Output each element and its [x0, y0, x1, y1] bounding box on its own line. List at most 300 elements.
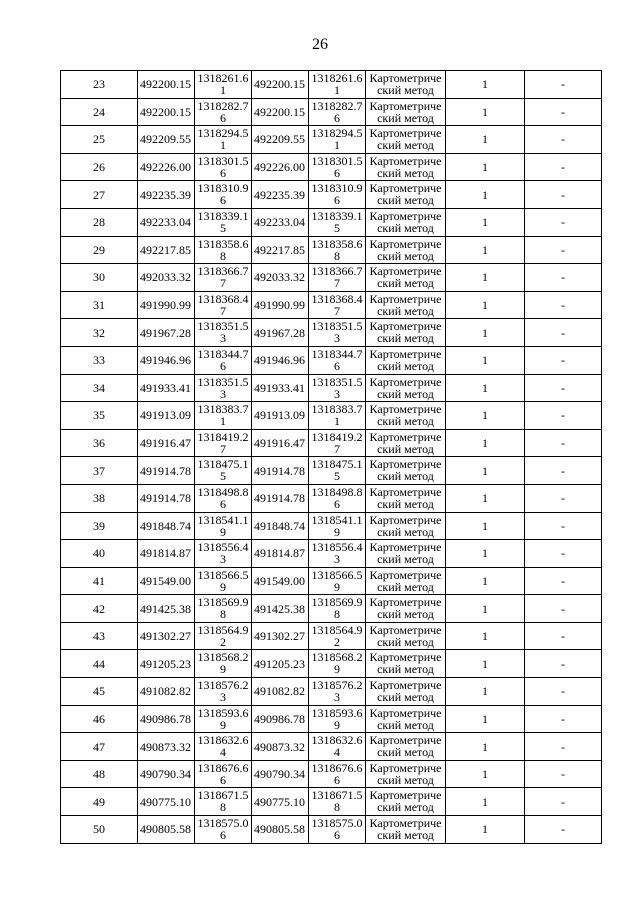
x-coordinate-cell: 491549.00 — [252, 567, 309, 595]
method-cell — [366, 622, 446, 650]
method-text-line: Картометриче — [369, 319, 442, 334]
y-coordinate-cell: 1318351.53 — [309, 374, 366, 402]
x-coordinate-cell: 491933.41 — [252, 374, 309, 402]
x-coordinate-cell: 491933.41 — [138, 374, 195, 402]
accuracy-cell: 1 — [446, 374, 525, 402]
accuracy-cell: 1 — [446, 236, 525, 264]
method-cell — [366, 457, 446, 485]
x-coordinate-cell: 490775.10 — [252, 788, 309, 816]
note-cell: - — [525, 126, 602, 154]
accuracy-cell: 1 — [446, 540, 525, 568]
x-coordinate-cell: 492209.55 — [138, 126, 195, 154]
method-text-line: ский метод — [377, 331, 434, 346]
y-coordinate-cell: 1318261.61 — [309, 71, 366, 99]
y-coordinate-cell: 1318564.92 — [309, 622, 366, 650]
x-coordinate-cell: 491914.78 — [138, 484, 195, 512]
point-number-cell: 35 — [61, 402, 138, 430]
method-text-line: Картометриче — [369, 402, 442, 417]
point-number-cell: 41 — [61, 567, 138, 595]
y-coordinate-cell: 1318344.76 — [309, 346, 366, 374]
table-row — [61, 705, 602, 733]
accuracy-cell: 1 — [446, 678, 525, 706]
y-coordinate-cell: 1318368.47 — [195, 291, 252, 319]
y-coordinate-cell: 1318593.69 — [195, 705, 252, 733]
table-row — [61, 650, 602, 678]
table-row — [61, 181, 602, 209]
point-number-cell: 30 — [61, 264, 138, 292]
method-text-line: Картометриче — [369, 512, 442, 527]
table-row — [61, 816, 602, 844]
accuracy-cell: 1 — [446, 567, 525, 595]
x-coordinate-cell: 491946.96 — [252, 346, 309, 374]
accuracy-cell: 1 — [446, 788, 525, 816]
note-cell: - — [525, 733, 602, 761]
note-cell: - — [525, 540, 602, 568]
table-row — [61, 788, 602, 816]
accuracy-cell: 1 — [446, 153, 525, 181]
note-cell: - — [525, 71, 602, 99]
table-row — [61, 208, 602, 236]
method-text-line: Картометриче — [369, 816, 442, 831]
x-coordinate-cell: 491967.28 — [252, 319, 309, 347]
table-row — [61, 733, 602, 761]
method-text-line: Картометриче — [369, 236, 442, 251]
y-coordinate-cell: 1318569.98 — [309, 595, 366, 623]
method-text-line: Картометриче — [369, 705, 442, 720]
accuracy-cell: 1 — [446, 181, 525, 209]
method-cell — [366, 319, 446, 347]
y-coordinate-cell: 1318419.27 — [195, 429, 252, 457]
point-number-cell: 50 — [61, 816, 138, 844]
accuracy-cell: 1 — [446, 512, 525, 540]
y-coordinate-cell: 1318671.58 — [309, 788, 366, 816]
y-coordinate-cell: 1318498.86 — [195, 484, 252, 512]
table-row — [61, 291, 602, 319]
x-coordinate-cell: 491082.82 — [138, 678, 195, 706]
x-coordinate-cell: 492226.00 — [138, 153, 195, 181]
method-text-line: Картометриче — [369, 595, 442, 610]
method-text-line: Картометриче — [369, 484, 442, 499]
method-cell — [366, 98, 446, 126]
method-text-line: ский метод — [377, 165, 434, 180]
method-text-line: Картометриче — [369, 208, 442, 223]
note-cell: - — [525, 484, 602, 512]
method-cell — [366, 705, 446, 733]
y-coordinate-cell: 1318366.77 — [195, 264, 252, 292]
y-coordinate-cell: 1318575.06 — [309, 816, 366, 844]
method-cell — [366, 816, 446, 844]
method-text-line: ский метод — [377, 772, 434, 787]
y-coordinate-cell: 1318358.68 — [309, 236, 366, 264]
method-text-line: ский метод — [377, 110, 434, 125]
method-text-line: ский метод — [377, 800, 434, 815]
y-coordinate-cell: 1318261.61 — [195, 71, 252, 99]
y-coordinate-cell: 1318576.23 — [309, 678, 366, 706]
x-coordinate-cell: 492200.15 — [138, 98, 195, 126]
method-text-line: ский метод — [377, 634, 434, 649]
note-cell: - — [525, 181, 602, 209]
x-coordinate-cell: 492200.15 — [252, 98, 309, 126]
method-text-line: ский метод — [377, 193, 434, 208]
point-number-cell: 49 — [61, 788, 138, 816]
table-row — [61, 402, 602, 430]
x-coordinate-cell: 491302.27 — [138, 622, 195, 650]
method-text-line: ский метод — [377, 83, 434, 97]
x-coordinate-cell: 491946.96 — [138, 346, 195, 374]
method-text-line: Картометриче — [369, 346, 442, 361]
y-coordinate-cell: 1318556.43 — [195, 540, 252, 568]
y-coordinate-cell: 1318569.98 — [195, 595, 252, 623]
note-cell: - — [525, 374, 602, 402]
x-coordinate-cell: 490986.78 — [252, 705, 309, 733]
x-coordinate-cell: 491967.28 — [138, 319, 195, 347]
note-cell: - — [525, 760, 602, 788]
method-text-line: Картометриче — [369, 457, 442, 472]
y-coordinate-cell: 1318351.53 — [195, 319, 252, 347]
x-coordinate-cell: 491990.99 — [252, 291, 309, 319]
note-cell: - — [525, 402, 602, 430]
method-cell — [366, 567, 446, 595]
method-text-line: Картометриче — [369, 291, 442, 306]
note-cell: - — [525, 236, 602, 264]
method-text-line: ский метод — [377, 276, 434, 291]
x-coordinate-cell: 492235.39 — [252, 181, 309, 209]
method-text-line: Картометриче — [369, 264, 442, 279]
y-coordinate-cell: 1318282.76 — [309, 98, 366, 126]
x-coordinate-cell: 491425.38 — [252, 595, 309, 623]
point-number-cell: 23 — [61, 71, 138, 99]
note-cell: - — [525, 98, 602, 126]
method-cell — [366, 402, 446, 430]
x-coordinate-cell: 492200.15 — [138, 71, 195, 99]
x-coordinate-cell: 492235.39 — [138, 181, 195, 209]
x-coordinate-cell: 491814.87 — [252, 540, 309, 568]
accuracy-cell: 1 — [446, 760, 525, 788]
x-coordinate-cell: 490873.32 — [138, 733, 195, 761]
method-cell — [366, 733, 446, 761]
x-coordinate-cell: 492033.32 — [138, 264, 195, 292]
method-text-line: ский метод — [377, 220, 434, 235]
note-cell: - — [525, 650, 602, 678]
method-text-line: ский метод — [377, 303, 434, 318]
method-text-line: Картометриче — [369, 98, 442, 113]
method-text-line: ский метод — [377, 441, 434, 456]
y-coordinate-cell: 1318576.23 — [195, 678, 252, 706]
method-cell — [366, 512, 446, 540]
note-cell: - — [525, 816, 602, 844]
accuracy-cell: 1 — [446, 595, 525, 623]
y-coordinate-cell: 1318568.29 — [309, 650, 366, 678]
table-row — [61, 346, 602, 374]
y-coordinate-cell: 1318566.59 — [195, 567, 252, 595]
method-cell — [366, 678, 446, 706]
x-coordinate-cell: 491549.00 — [138, 567, 195, 595]
table-row — [61, 429, 602, 457]
y-coordinate-cell: 1318475.15 — [309, 457, 366, 485]
method-text-line: ский метод — [377, 358, 434, 373]
y-coordinate-cell: 1318575.06 — [195, 816, 252, 844]
x-coordinate-cell: 492217.85 — [138, 236, 195, 264]
point-number-cell: 31 — [61, 291, 138, 319]
method-text-line: ский метод — [377, 469, 434, 484]
y-coordinate-cell: 1318366.77 — [309, 264, 366, 292]
method-text-line: ский метод — [377, 138, 434, 153]
method-text-line: Картометриче — [369, 733, 442, 748]
x-coordinate-cell: 490805.58 — [252, 816, 309, 844]
y-coordinate-cell: 1318593.69 — [309, 705, 366, 733]
point-number-cell: 43 — [61, 622, 138, 650]
method-cell — [366, 346, 446, 374]
method-text-line: Картометриче — [369, 678, 442, 693]
y-coordinate-cell: 1318566.59 — [309, 567, 366, 595]
accuracy-cell: 1 — [446, 429, 525, 457]
x-coordinate-cell: 491916.47 — [138, 429, 195, 457]
method-text-line: ский метод — [377, 414, 434, 429]
note-cell: - — [525, 512, 602, 540]
method-cell — [366, 264, 446, 292]
point-number-cell: 34 — [61, 374, 138, 402]
x-coordinate-cell: 491205.23 — [252, 650, 309, 678]
note-cell: - — [525, 264, 602, 292]
accuracy-cell: 1 — [446, 208, 525, 236]
method-text-line: Картометриче — [369, 71, 442, 85]
method-text-line: Картометриче — [369, 567, 442, 582]
method-text-line: ский метод — [377, 579, 434, 594]
method-cell — [366, 181, 446, 209]
y-coordinate-cell: 1318282.76 — [195, 98, 252, 126]
point-number-cell: 46 — [61, 705, 138, 733]
method-cell — [366, 595, 446, 623]
point-number-cell: 39 — [61, 512, 138, 540]
page-number: 26 — [312, 36, 328, 53]
y-coordinate-cell: 1318383.71 — [195, 402, 252, 430]
coordinates-table — [60, 70, 602, 844]
y-coordinate-cell: 1318351.53 — [309, 319, 366, 347]
x-coordinate-cell: 490873.32 — [252, 733, 309, 761]
y-coordinate-cell: 1318368.47 — [309, 291, 366, 319]
accuracy-cell: 1 — [446, 816, 525, 844]
table-row — [61, 98, 602, 126]
y-coordinate-cell: 1318676.66 — [195, 760, 252, 788]
x-coordinate-cell: 491916.47 — [252, 429, 309, 457]
y-coordinate-cell: 1318564.92 — [195, 622, 252, 650]
y-coordinate-cell: 1318344.76 — [195, 346, 252, 374]
method-text-line: ский метод — [377, 552, 434, 567]
x-coordinate-cell: 490790.34 — [252, 760, 309, 788]
y-coordinate-cell: 1318676.66 — [309, 760, 366, 788]
x-coordinate-cell: 491814.87 — [138, 540, 195, 568]
x-coordinate-cell: 490986.78 — [138, 705, 195, 733]
accuracy-cell: 1 — [446, 457, 525, 485]
point-number-cell: 37 — [61, 457, 138, 485]
method-text-line: ский метод — [377, 386, 434, 401]
method-cell — [366, 126, 446, 154]
x-coordinate-cell: 491082.82 — [252, 678, 309, 706]
x-coordinate-cell: 491914.78 — [252, 484, 309, 512]
x-coordinate-cell: 492233.04 — [252, 208, 309, 236]
method-cell — [366, 153, 446, 181]
note-cell: - — [525, 457, 602, 485]
table-row — [61, 153, 602, 181]
y-coordinate-cell: 1318541.19 — [195, 512, 252, 540]
method-text-line: ский метод — [377, 828, 434, 843]
accuracy-cell: 1 — [446, 264, 525, 292]
point-number-cell: 48 — [61, 760, 138, 788]
table-body — [61, 71, 602, 844]
method-text-line: ский метод — [377, 717, 434, 732]
method-text-line: ский метод — [377, 607, 434, 622]
x-coordinate-cell: 491914.78 — [252, 457, 309, 485]
point-number-cell: 44 — [61, 650, 138, 678]
table-row — [61, 264, 602, 292]
y-coordinate-cell: 1318310.96 — [309, 181, 366, 209]
y-coordinate-cell: 1318632.64 — [195, 733, 252, 761]
method-cell — [366, 650, 446, 678]
x-coordinate-cell: 491205.23 — [138, 650, 195, 678]
y-coordinate-cell: 1318301.56 — [195, 153, 252, 181]
x-coordinate-cell: 490775.10 — [138, 788, 195, 816]
table-row — [61, 71, 602, 99]
x-coordinate-cell: 492033.32 — [252, 264, 309, 292]
table-row — [61, 595, 602, 623]
note-cell: - — [525, 678, 602, 706]
point-number-cell: 45 — [61, 678, 138, 706]
x-coordinate-cell: 492200.15 — [252, 71, 309, 99]
point-number-cell: 38 — [61, 484, 138, 512]
table-row — [61, 374, 602, 402]
point-number-cell: 26 — [61, 153, 138, 181]
table-row — [61, 319, 602, 347]
note-cell: - — [525, 705, 602, 733]
method-text-line: ский метод — [377, 690, 434, 705]
accuracy-cell: 1 — [446, 705, 525, 733]
method-cell — [366, 71, 446, 99]
method-text-line: ский метод — [377, 745, 434, 760]
method-text-line: Картометриче — [369, 126, 442, 141]
y-coordinate-cell: 1318498.86 — [309, 484, 366, 512]
method-text-line: ский метод — [377, 248, 434, 263]
y-coordinate-cell: 1318541.19 — [309, 512, 366, 540]
accuracy-cell: 1 — [446, 622, 525, 650]
x-coordinate-cell: 490805.58 — [138, 816, 195, 844]
y-coordinate-cell: 1318419.27 — [309, 429, 366, 457]
method-text-line: ский метод — [377, 524, 434, 539]
x-coordinate-cell: 490790.34 — [138, 760, 195, 788]
accuracy-cell: 1 — [446, 733, 525, 761]
point-number-cell: 40 — [61, 540, 138, 568]
method-cell — [366, 236, 446, 264]
point-number-cell: 24 — [61, 98, 138, 126]
method-cell — [366, 291, 446, 319]
y-coordinate-cell: 1318310.96 — [195, 181, 252, 209]
table-row — [61, 457, 602, 485]
x-coordinate-cell: 492226.00 — [252, 153, 309, 181]
method-cell — [366, 540, 446, 568]
x-coordinate-cell: 491913.09 — [138, 402, 195, 430]
x-coordinate-cell: 492209.55 — [252, 126, 309, 154]
table-row — [61, 567, 602, 595]
accuracy-cell: 1 — [446, 71, 525, 99]
accuracy-cell: 1 — [446, 650, 525, 678]
x-coordinate-cell: 492217.85 — [252, 236, 309, 264]
y-coordinate-cell: 1318632.64 — [309, 733, 366, 761]
method-cell — [366, 484, 446, 512]
x-coordinate-cell: 491914.78 — [138, 457, 195, 485]
table-row — [61, 678, 602, 706]
y-coordinate-cell: 1318556.43 — [309, 540, 366, 568]
y-coordinate-cell: 1318339.15 — [309, 208, 366, 236]
x-coordinate-cell: 492233.04 — [138, 208, 195, 236]
y-coordinate-cell: 1318301.56 — [309, 153, 366, 181]
y-coordinate-cell: 1318339.15 — [195, 208, 252, 236]
method-text-line: Картометриче — [369, 374, 442, 389]
table-row — [61, 540, 602, 568]
note-cell: - — [525, 788, 602, 816]
accuracy-cell: 1 — [446, 346, 525, 374]
method-cell — [366, 208, 446, 236]
method-cell — [366, 429, 446, 457]
accuracy-cell: 1 — [446, 98, 525, 126]
y-coordinate-cell: 1318475.15 — [195, 457, 252, 485]
table-row — [61, 126, 602, 154]
method-text-line: Картометриче — [369, 650, 442, 665]
y-coordinate-cell: 1318568.29 — [195, 650, 252, 678]
x-coordinate-cell: 491848.74 — [138, 512, 195, 540]
x-coordinate-cell: 491913.09 — [252, 402, 309, 430]
point-number-cell: 33 — [61, 346, 138, 374]
table-row — [61, 484, 602, 512]
accuracy-cell: 1 — [446, 319, 525, 347]
table-row — [61, 512, 602, 540]
method-text-line: Картометриче — [369, 540, 442, 555]
accuracy-cell: 1 — [446, 126, 525, 154]
point-number-cell: 42 — [61, 595, 138, 623]
point-number-cell: 29 — [61, 236, 138, 264]
point-number-cell: 25 — [61, 126, 138, 154]
method-cell — [366, 760, 446, 788]
method-text-line: Картометриче — [369, 788, 442, 803]
table-row — [61, 760, 602, 788]
note-cell: - — [525, 622, 602, 650]
y-coordinate-cell: 1318671.58 — [195, 788, 252, 816]
x-coordinate-cell: 491990.99 — [138, 291, 195, 319]
x-coordinate-cell: 491848.74 — [252, 512, 309, 540]
y-coordinate-cell: 1318383.71 — [309, 402, 366, 430]
table-row — [61, 622, 602, 650]
y-coordinate-cell: 1318358.68 — [195, 236, 252, 264]
point-number-cell: 27 — [61, 181, 138, 209]
point-number-cell: 28 — [61, 208, 138, 236]
table-row — [61, 236, 602, 264]
accuracy-cell: 1 — [446, 484, 525, 512]
note-cell: - — [525, 291, 602, 319]
method-text-line: Картометриче — [369, 181, 442, 196]
method-text-line: Картометриче — [369, 153, 442, 168]
note-cell: - — [525, 429, 602, 457]
note-cell: - — [525, 319, 602, 347]
point-number-cell: 36 — [61, 429, 138, 457]
x-coordinate-cell: 491302.27 — [252, 622, 309, 650]
note-cell: - — [525, 567, 602, 595]
method-text-line: Картометриче — [369, 429, 442, 444]
point-number-cell: 32 — [61, 319, 138, 347]
accuracy-cell: 1 — [446, 291, 525, 319]
point-number-cell: 47 — [61, 733, 138, 761]
y-coordinate-cell: 1318294.51 — [309, 126, 366, 154]
method-text-line: ский метод — [377, 662, 434, 677]
note-cell: - — [525, 153, 602, 181]
method-cell — [366, 374, 446, 402]
